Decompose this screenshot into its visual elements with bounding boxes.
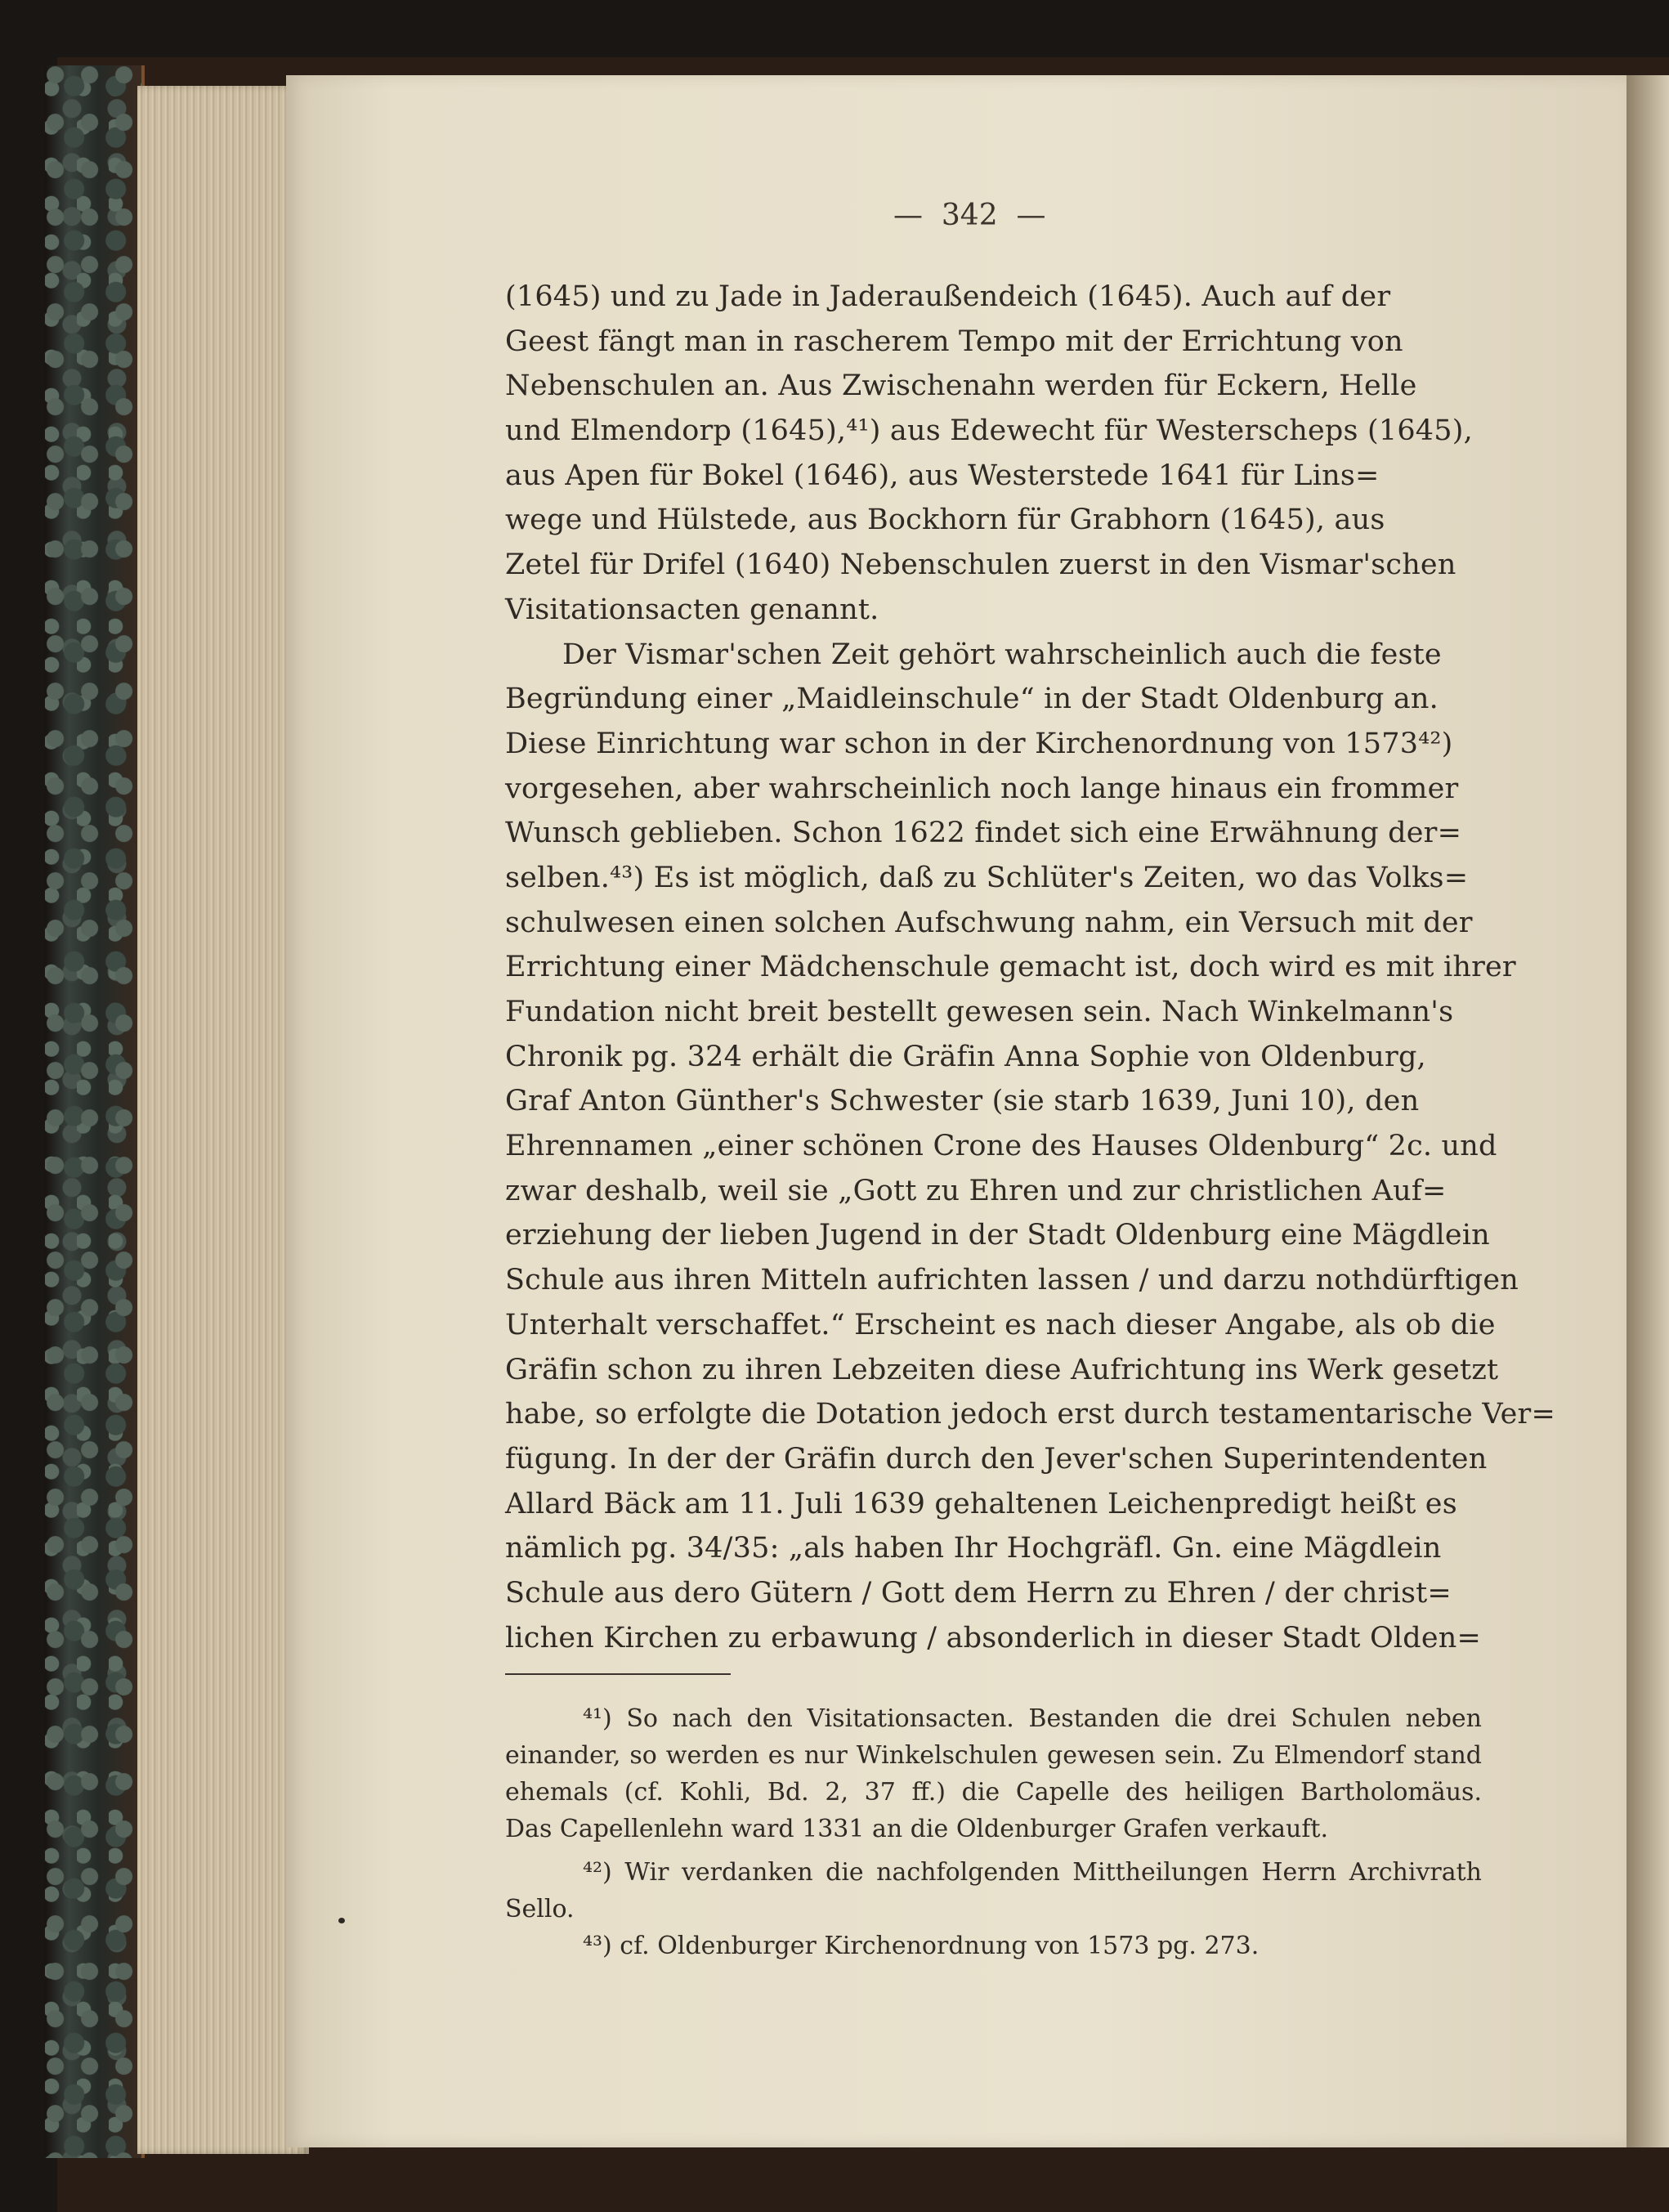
text-line: und Elmendorp (1645),⁴¹) aus Edewecht für Westerscheps (1645), [505, 414, 1473, 448]
text-line: Schule aus dero Gütern / Gott dem Herrn zu Ehren / der christ= [505, 1576, 1452, 1610]
footnotes [505, 1700, 1482, 1964]
text-line: Visitationsacten genannt. [505, 593, 879, 626]
text-line: Allard Bäck am 11. Juli 1639 gehaltenen Leichenpredigt heißt es [505, 1487, 1457, 1520]
text-line: Fundation nicht breit bestellt gewesen sein. Nach Winkelmann's [505, 996, 1454, 1028]
text-line: wege und Hülstede, aus Bockhorn für Grabhorn (1645), aus [505, 504, 1385, 537]
footnote-line: einander, so werden es nur Winkelschulen gewesen sein. Zu Elmendorf stand [505, 1741, 1482, 1770]
text-line: nämlich pg. 34/35: „als haben Ihr Hochgräfl. Gn. eine Mägdlein [505, 1532, 1442, 1565]
adjacent-page-edge [1626, 75, 1669, 2147]
text-line: Errichtung einer Mädchenschule gemacht ist, doch wird es mit ihrer [505, 951, 1516, 984]
text-line: Der Vismar'schen Zeit gehört wahrscheinlich auch die feste [562, 638, 1442, 671]
text-line: zwar deshalb, weil sie „Gott zu Ehren und zur christlichen Auf= [505, 1174, 1447, 1207]
text-line: Nebenschulen an. Aus Zwischenahn werden für Eckern, Helle [505, 369, 1417, 403]
text-line: Gräfin schon zu ihren Lebzeiten diese Aufrichtung ins Werk gesetzt [505, 1353, 1499, 1386]
text-line: Chronik pg. 324 erhält die Gräfin Anna Sophie von Oldenburg, [505, 1040, 1426, 1073]
text-line: Ehrennamen „einer schönen Crone des Hauses Oldenburg“ 2c. und [505, 1130, 1497, 1163]
marbled-cover-edge [45, 65, 145, 2158]
text-line: erziehung der lieben Jugend in der Stadt Oldenburg eine Mägdlein [505, 1219, 1490, 1252]
text-line: Geest fängt man in rascherem Tempo mit der Errichtung von [505, 325, 1403, 358]
body-text [505, 275, 1556, 1660]
text-line: schulwesen einen solchen Aufschwung nahm, ein Versuch mit der [505, 906, 1473, 939]
text-line: Unterhalt verschaffet.“ Erscheint es nach dieser Angabe, als ob die [505, 1308, 1496, 1341]
text-line: Graf Anton Günther's Schwester (sie starb 1639, Juni 10), den [505, 1085, 1420, 1118]
text-line: Begründung einer „Maidleinschule“ in der Stadt Oldenburg an. [505, 683, 1439, 716]
footnote-separator [505, 1673, 731, 1675]
text-line: Diese Einrichtung war schon in der Kirchenordnung von 1573⁴²) [505, 727, 1453, 760]
text-line: habe, so erfolgte die Dotation jedoch erst durch testamentarische Ver= [505, 1398, 1556, 1431]
text-line: fügung. In der der Gräfin durch den Jever'schen Superintendenten [505, 1442, 1488, 1475]
text-line: selben.⁴³) Es ist möglich, daß zu Schlüter's Zeiten, wo das Volks= [505, 861, 1469, 894]
footnote-line: Das Capellenlehn ward 1331 an die Oldenburger Grafen verkauft. [505, 1815, 1329, 1843]
footnote-line: ⁴³) cf. Oldenburger Kirchenordnung von 1573 pg. 273. [583, 1932, 1260, 1960]
page-edges [137, 86, 309, 2154]
text-line: vorgesehen, aber wahrscheinlich noch lange hinaus ein frommer [505, 772, 1459, 805]
page-speck [338, 1918, 345, 1923]
page-number-header: — 342 — [893, 199, 1046, 232]
footnote-line: Sello. [505, 1895, 575, 1923]
footnote-line: ⁴²) Wir verdanken die nachfolgenden Mittheilungen Herrn Archivrath [583, 1858, 1482, 1887]
footnote-line: ehemals (cf. Kohli, Bd. 2, 37 ff.) die Capelle des heiligen Bartholomäus. [505, 1778, 1482, 1807]
text-line: lichen Kirchen zu erbawung / absonderlich in dieser Stadt Olden= [505, 1621, 1482, 1655]
footnote-gap [505, 1847, 1482, 1854]
text-line: (1645) und zu Jade in Jaderaußendeich (1645). Auch auf der [505, 280, 1391, 313]
text-line: aus Apen für Bokel (1646), aus Westerstede 1641 für Lins= [505, 459, 1380, 492]
text-line: Zetel für Drifel (1640) Nebenschulen zuerst in den Vismar'schen [505, 549, 1456, 582]
footnote-line: ⁴¹) So nach den Visitationsacten. Bestanden die drei Schulen neben [583, 1704, 1482, 1733]
text-line: Schule aus ihren Mitteln aufrichten lassen / und darzu nothdürftigen [505, 1264, 1519, 1297]
text-line: Wunsch geblieben. Schon 1622 findet sich eine Erwähnung der= [505, 817, 1462, 850]
